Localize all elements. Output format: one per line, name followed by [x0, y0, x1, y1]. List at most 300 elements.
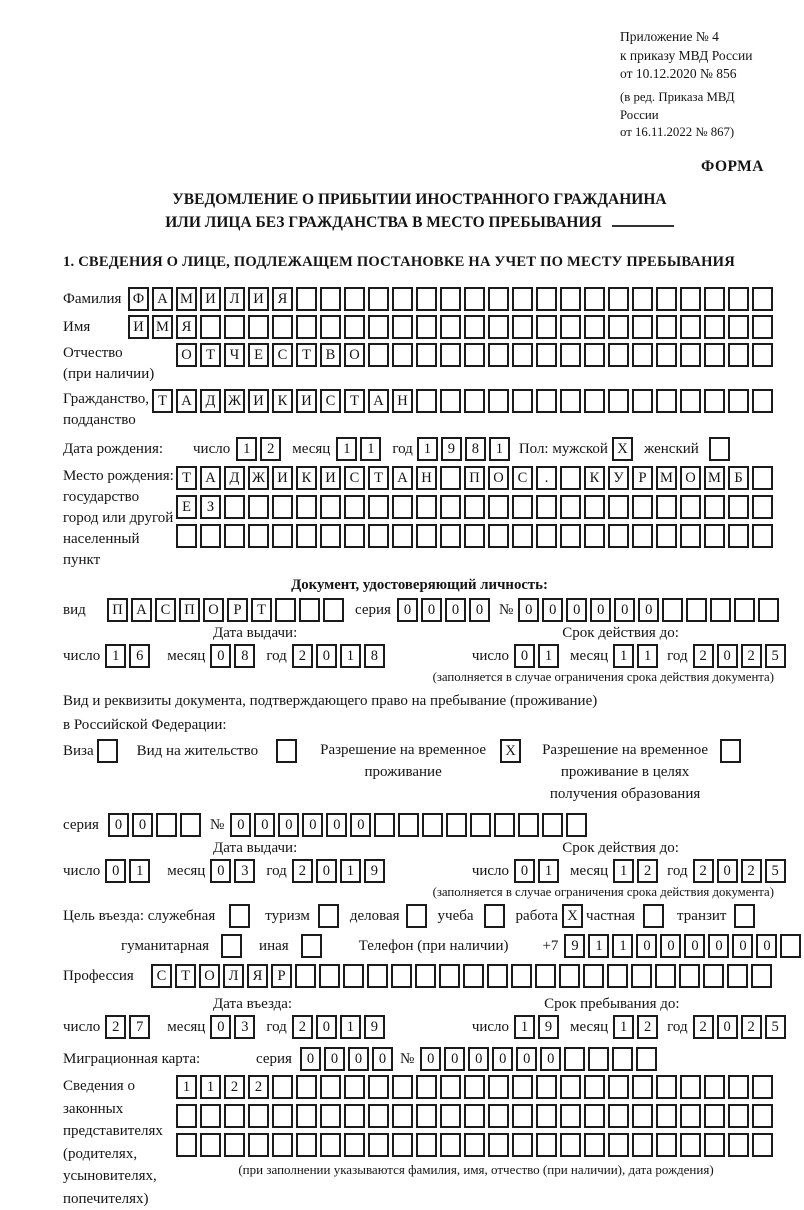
profession-char-box[interactable]: [343, 964, 364, 988]
birthplace-char-box[interactable]: [248, 495, 269, 519]
birthplace-char-box[interactable]: [488, 524, 509, 548]
reps-char-box[interactable]: [488, 1133, 509, 1157]
surname-char-box[interactable]: Ф: [128, 287, 149, 311]
citizenship-char-box[interactable]: [464, 389, 485, 413]
birthplace-char-box[interactable]: [560, 466, 581, 490]
migration-number-box[interactable]: 0: [516, 1047, 537, 1071]
birthplace-char-box[interactable]: [272, 524, 293, 548]
phone-digit-box[interactable]: 0: [660, 934, 681, 958]
profession-char-box[interactable]: [583, 964, 604, 988]
reps-char-box[interactable]: [464, 1075, 485, 1099]
profession-char-box[interactable]: [319, 964, 340, 988]
patronymic-char-box[interactable]: О: [176, 343, 197, 367]
profession-char-box[interactable]: Р: [271, 964, 292, 988]
stay-number-box[interactable]: 0: [326, 813, 347, 837]
reps-char-box[interactable]: [248, 1104, 269, 1128]
reps-char-box[interactable]: [584, 1133, 605, 1157]
firstname-char-box[interactable]: [512, 315, 533, 339]
stay-until-day-box[interactable]: 9: [538, 1015, 559, 1039]
reps-char-box[interactable]: [272, 1104, 293, 1128]
stay-expiry-month-box[interactable]: 1: [613, 859, 634, 883]
stay-issue-day-box[interactable]: 0: [105, 859, 126, 883]
stay-until-year-box[interactable]: 0: [717, 1015, 738, 1039]
reps-char-box[interactable]: [656, 1133, 677, 1157]
doc-number-box[interactable]: 0: [638, 598, 659, 622]
birthplace-char-box[interactable]: К: [296, 466, 317, 490]
doc-type-char-box[interactable]: П: [107, 598, 128, 622]
reps-char-box[interactable]: [560, 1075, 581, 1099]
birth-year-box[interactable]: 1: [417, 437, 438, 461]
birthplace-char-box[interactable]: К: [584, 466, 605, 490]
stay-expiry-month-box[interactable]: 2: [637, 859, 658, 883]
birthplace-char-box[interactable]: [536, 495, 557, 519]
profession-char-box[interactable]: [463, 964, 484, 988]
reps-char-box[interactable]: [392, 1133, 413, 1157]
reps-char-box[interactable]: [464, 1133, 485, 1157]
patronymic-char-box[interactable]: [392, 343, 413, 367]
birthplace-char-box[interactable]: [416, 524, 437, 548]
reps-char-box[interactable]: 1: [200, 1075, 221, 1099]
citizenship-char-box[interactable]: [752, 389, 773, 413]
patronymic-char-box[interactable]: [464, 343, 485, 367]
phone-digit-box[interactable]: 0: [756, 934, 777, 958]
firstname-char-box[interactable]: [536, 315, 557, 339]
reps-char-box[interactable]: [656, 1075, 677, 1099]
birthplace-char-box[interactable]: А: [392, 466, 413, 490]
reps-char-box[interactable]: [344, 1075, 365, 1099]
migration-number-box[interactable]: 0: [540, 1047, 561, 1071]
birthplace-char-box[interactable]: [536, 524, 557, 548]
reps-char-box[interactable]: [200, 1104, 221, 1128]
stay-until-year-box[interactable]: 2: [693, 1015, 714, 1039]
citizenship-char-box[interactable]: С: [320, 389, 341, 413]
issue-year-box[interactable]: 0: [316, 644, 337, 668]
reps-char-box[interactable]: [488, 1075, 509, 1099]
stay-number-box[interactable]: [398, 813, 419, 837]
profession-char-box[interactable]: Я: [247, 964, 268, 988]
birthplace-char-box[interactable]: П: [464, 466, 485, 490]
stay-issue-month-box[interactable]: 3: [234, 859, 255, 883]
birthplace-char-box[interactable]: О: [680, 466, 701, 490]
birthplace-char-box[interactable]: [584, 524, 605, 548]
reps-char-box[interactable]: [200, 1133, 221, 1157]
birthplace-char-box[interactable]: Т: [176, 466, 197, 490]
doc-type-char-box[interactable]: П: [179, 598, 200, 622]
migration-series-box[interactable]: 0: [348, 1047, 369, 1071]
female-checkbox[interactable]: [709, 437, 730, 461]
birthplace-char-box[interactable]: [464, 495, 485, 519]
patronymic-char-box[interactable]: Ч: [224, 343, 245, 367]
reps-char-box[interactable]: [224, 1133, 245, 1157]
stay-issue-month-box[interactable]: 0: [210, 859, 231, 883]
birthplace-char-box[interactable]: У: [608, 466, 629, 490]
birthplace-char-box[interactable]: [440, 495, 461, 519]
migration-number-box[interactable]: [612, 1047, 633, 1071]
reps-char-box[interactable]: [680, 1075, 701, 1099]
profession-char-box[interactable]: Т: [175, 964, 196, 988]
migration-number-box[interactable]: 0: [492, 1047, 513, 1071]
issue-year-box[interactable]: 1: [340, 644, 361, 668]
reps-char-box[interactable]: [728, 1104, 749, 1128]
citizenship-char-box[interactable]: Ж: [224, 389, 245, 413]
patronymic-char-box[interactable]: [632, 343, 653, 367]
visa-checkbox[interactable]: [97, 739, 118, 763]
entry-day-box[interactable]: 7: [129, 1015, 150, 1039]
reps-char-box[interactable]: [728, 1133, 749, 1157]
citizenship-char-box[interactable]: [416, 389, 437, 413]
patronymic-char-box[interactable]: В: [320, 343, 341, 367]
doc-number-box[interactable]: [710, 598, 731, 622]
reps-char-box[interactable]: [176, 1104, 197, 1128]
stay-number-box[interactable]: [374, 813, 395, 837]
entry-year-box[interactable]: 1: [340, 1015, 361, 1039]
patronymic-char-box[interactable]: Т: [200, 343, 221, 367]
stay-series-box[interactable]: 0: [132, 813, 153, 837]
reps-char-box[interactable]: [176, 1133, 197, 1157]
stay-number-box[interactable]: [518, 813, 539, 837]
male-checkbox[interactable]: X: [612, 437, 633, 461]
reps-char-box[interactable]: [704, 1104, 725, 1128]
firstname-char-box[interactable]: [320, 315, 341, 339]
birthplace-char-box[interactable]: Б: [728, 466, 749, 490]
birthplace-char-box[interactable]: [416, 495, 437, 519]
expiry-day-box[interactable]: 0: [514, 644, 535, 668]
purpose-work-checkbox[interactable]: X: [562, 904, 583, 928]
reps-char-box[interactable]: [680, 1104, 701, 1128]
birthplace-char-box[interactable]: [224, 495, 245, 519]
reps-char-box[interactable]: [584, 1075, 605, 1099]
phone-digit-box[interactable]: 1: [612, 934, 633, 958]
birthplace-char-box[interactable]: [560, 495, 581, 519]
birthplace-char-box[interactable]: [176, 524, 197, 548]
birthplace-char-box[interactable]: [368, 524, 389, 548]
citizenship-char-box[interactable]: И: [296, 389, 317, 413]
birthplace-char-box[interactable]: [584, 495, 605, 519]
firstname-char-box[interactable]: М: [152, 315, 173, 339]
purpose-other-checkbox[interactable]: [301, 934, 322, 958]
firstname-char-box[interactable]: [632, 315, 653, 339]
stay-expiry-year-box[interactable]: 0: [717, 859, 738, 883]
firstname-char-box[interactable]: [488, 315, 509, 339]
purpose-business-checkbox[interactable]: [406, 904, 427, 928]
profession-char-box[interactable]: [559, 964, 580, 988]
citizenship-char-box[interactable]: А: [176, 389, 197, 413]
profession-char-box[interactable]: [511, 964, 532, 988]
surname-char-box[interactable]: [296, 287, 317, 311]
reps-char-box[interactable]: [488, 1104, 509, 1128]
phone-digit-box[interactable]: 0: [708, 934, 729, 958]
purpose-study-checkbox[interactable]: [484, 904, 505, 928]
doc-type-char-box[interactable]: [299, 598, 320, 622]
entry-year-box[interactable]: 0: [316, 1015, 337, 1039]
reps-char-box[interactable]: [752, 1104, 773, 1128]
firstname-char-box[interactable]: [704, 315, 725, 339]
reps-char-box[interactable]: [296, 1104, 317, 1128]
reps-char-box[interactable]: [584, 1104, 605, 1128]
birth-year-box[interactable]: 9: [441, 437, 462, 461]
reps-char-box[interactable]: 2: [224, 1075, 245, 1099]
citizenship-char-box[interactable]: [632, 389, 653, 413]
doc-number-box[interactable]: [758, 598, 779, 622]
citizenship-char-box[interactable]: [440, 389, 461, 413]
birthplace-char-box[interactable]: [296, 495, 317, 519]
profession-char-box[interactable]: [415, 964, 436, 988]
surname-char-box[interactable]: [464, 287, 485, 311]
firstname-char-box[interactable]: [368, 315, 389, 339]
birthplace-char-box[interactable]: [656, 495, 677, 519]
reps-char-box[interactable]: [320, 1075, 341, 1099]
stay-number-box[interactable]: [446, 813, 467, 837]
migration-series-box[interactable]: 0: [372, 1047, 393, 1071]
doc-type-char-box[interactable]: [323, 598, 344, 622]
doc-series-box[interactable]: 0: [397, 598, 418, 622]
entry-month-box[interactable]: 0: [210, 1015, 231, 1039]
birthplace-char-box[interactable]: [344, 495, 365, 519]
firstname-char-box[interactable]: [248, 315, 269, 339]
doc-series-box[interactable]: 0: [421, 598, 442, 622]
reps-char-box[interactable]: [704, 1133, 725, 1157]
reps-char-box[interactable]: [752, 1075, 773, 1099]
birthplace-char-box[interactable]: Е: [176, 495, 197, 519]
temp-residence-checkbox[interactable]: X: [500, 739, 521, 763]
entry-month-box[interactable]: 3: [234, 1015, 255, 1039]
firstname-char-box[interactable]: И: [128, 315, 149, 339]
doc-number-box[interactable]: [734, 598, 755, 622]
birthplace-char-box[interactable]: Д: [224, 466, 245, 490]
citizenship-char-box[interactable]: И: [248, 389, 269, 413]
birthplace-char-box[interactable]: [440, 524, 461, 548]
reps-char-box[interactable]: [296, 1133, 317, 1157]
birthplace-char-box[interactable]: [320, 495, 341, 519]
stay-until-year-box[interactable]: 5: [765, 1015, 786, 1039]
firstname-char-box[interactable]: [440, 315, 461, 339]
birthplace-char-box[interactable]: [752, 466, 773, 490]
birthplace-char-box[interactable]: [728, 524, 749, 548]
reps-char-box[interactable]: [512, 1104, 533, 1128]
edu-residence-checkbox[interactable]: [720, 739, 741, 763]
birthplace-char-box[interactable]: [704, 524, 725, 548]
birthplace-char-box[interactable]: [632, 495, 653, 519]
firstname-char-box[interactable]: [224, 315, 245, 339]
reps-char-box[interactable]: [344, 1104, 365, 1128]
stay-until-year-box[interactable]: 2: [741, 1015, 762, 1039]
reps-char-box[interactable]: [704, 1075, 725, 1099]
entry-day-box[interactable]: 2: [105, 1015, 126, 1039]
stay-expiry-day-box[interactable]: 1: [538, 859, 559, 883]
surname-char-box[interactable]: [488, 287, 509, 311]
doc-type-char-box[interactable]: А: [131, 598, 152, 622]
citizenship-char-box[interactable]: Т: [152, 389, 173, 413]
reps-char-box[interactable]: [344, 1133, 365, 1157]
patronymic-char-box[interactable]: [536, 343, 557, 367]
phone-digit-box[interactable]: 0: [684, 934, 705, 958]
surname-char-box[interactable]: [728, 287, 749, 311]
phone-digit-box[interactable]: 0: [732, 934, 753, 958]
firstname-char-box[interactable]: [656, 315, 677, 339]
purpose-transit-checkbox[interactable]: [734, 904, 755, 928]
reps-char-box[interactable]: [320, 1133, 341, 1157]
stay-number-box[interactable]: 0: [254, 813, 275, 837]
doc-type-char-box[interactable]: [275, 598, 296, 622]
firstname-char-box[interactable]: Я: [176, 315, 197, 339]
reps-char-box[interactable]: 1: [176, 1075, 197, 1099]
citizenship-char-box[interactable]: [656, 389, 677, 413]
reps-char-box[interactable]: [680, 1133, 701, 1157]
doc-series-box[interactable]: 0: [445, 598, 466, 622]
stay-number-box[interactable]: 0: [230, 813, 251, 837]
stay-number-box[interactable]: [566, 813, 587, 837]
firstname-char-box[interactable]: [728, 315, 749, 339]
reps-char-box[interactable]: [440, 1133, 461, 1157]
phone-digit-box[interactable]: 0: [636, 934, 657, 958]
patronymic-char-box[interactable]: [512, 343, 533, 367]
doc-number-box[interactable]: [686, 598, 707, 622]
reps-char-box[interactable]: [536, 1104, 557, 1128]
profession-char-box[interactable]: [751, 964, 772, 988]
stay-number-box[interactable]: 0: [278, 813, 299, 837]
birthplace-char-box[interactable]: [608, 524, 629, 548]
firstname-char-box[interactable]: [416, 315, 437, 339]
reps-char-box[interactable]: [416, 1075, 437, 1099]
doc-type-char-box[interactable]: Р: [227, 598, 248, 622]
doc-type-char-box[interactable]: О: [203, 598, 224, 622]
citizenship-char-box[interactable]: [728, 389, 749, 413]
patronymic-char-box[interactable]: [704, 343, 725, 367]
surname-char-box[interactable]: [440, 287, 461, 311]
migration-number-box[interactable]: 0: [420, 1047, 441, 1071]
doc-number-box[interactable]: 0: [590, 598, 611, 622]
reps-char-box[interactable]: [224, 1104, 245, 1128]
stay-series-box[interactable]: [180, 813, 201, 837]
birthplace-char-box[interactable]: [728, 495, 749, 519]
birthplace-char-box[interactable]: З: [200, 495, 221, 519]
surname-char-box[interactable]: [632, 287, 653, 311]
purpose-humanitarian-checkbox[interactable]: [221, 934, 242, 958]
patronymic-char-box[interactable]: [368, 343, 389, 367]
citizenship-char-box[interactable]: Т: [344, 389, 365, 413]
doc-type-char-box[interactable]: Т: [251, 598, 272, 622]
patronymic-char-box[interactable]: О: [344, 343, 365, 367]
profession-char-box[interactable]: [295, 964, 316, 988]
stay-number-box[interactable]: [422, 813, 443, 837]
birthplace-char-box[interactable]: [344, 524, 365, 548]
reps-char-box[interactable]: [608, 1133, 629, 1157]
birthplace-char-box[interactable]: [704, 495, 725, 519]
patronymic-char-box[interactable]: [584, 343, 605, 367]
expiry-year-box[interactable]: 2: [741, 644, 762, 668]
birthplace-char-box[interactable]: [392, 524, 413, 548]
expiry-day-box[interactable]: 1: [538, 644, 559, 668]
surname-char-box[interactable]: [656, 287, 677, 311]
birthplace-char-box[interactable]: [680, 495, 701, 519]
patronymic-char-box[interactable]: [560, 343, 581, 367]
reps-char-box[interactable]: [440, 1104, 461, 1128]
stay-until-day-box[interactable]: 1: [514, 1015, 535, 1039]
birthplace-char-box[interactable]: Н: [416, 466, 437, 490]
entry-year-box[interactable]: 9: [364, 1015, 385, 1039]
profession-char-box[interactable]: Л: [223, 964, 244, 988]
reps-char-box[interactable]: [416, 1133, 437, 1157]
residence-permit-checkbox[interactable]: [276, 739, 297, 763]
firstname-char-box[interactable]: [296, 315, 317, 339]
birthplace-char-box[interactable]: [512, 495, 533, 519]
surname-char-box[interactable]: [680, 287, 701, 311]
birth-day-box[interactable]: 1: [236, 437, 257, 461]
reps-char-box[interactable]: [536, 1075, 557, 1099]
patronymic-char-box[interactable]: С: [272, 343, 293, 367]
reps-char-box[interactable]: [728, 1075, 749, 1099]
surname-char-box[interactable]: [512, 287, 533, 311]
citizenship-char-box[interactable]: Д: [200, 389, 221, 413]
reps-char-box[interactable]: [248, 1133, 269, 1157]
birthplace-char-box[interactable]: [752, 524, 773, 548]
firstname-char-box[interactable]: [560, 315, 581, 339]
profession-char-box[interactable]: [391, 964, 412, 988]
stay-number-box[interactable]: [470, 813, 491, 837]
firstname-char-box[interactable]: [272, 315, 293, 339]
reps-char-box[interactable]: [632, 1104, 653, 1128]
migration-number-box[interactable]: 0: [444, 1047, 465, 1071]
surname-char-box[interactable]: [608, 287, 629, 311]
profession-char-box[interactable]: [535, 964, 556, 988]
reps-char-box[interactable]: [296, 1075, 317, 1099]
reps-char-box[interactable]: [464, 1104, 485, 1128]
expiry-month-box[interactable]: 1: [637, 644, 658, 668]
reps-char-box[interactable]: [272, 1075, 293, 1099]
stay-series-box[interactable]: 0: [108, 813, 129, 837]
birthplace-char-box[interactable]: [296, 524, 317, 548]
issue-year-box[interactable]: 2: [292, 644, 313, 668]
birthplace-char-box[interactable]: [680, 524, 701, 548]
birthplace-char-box[interactable]: Т: [368, 466, 389, 490]
issue-day-box[interactable]: 1: [105, 644, 126, 668]
citizenship-char-box[interactable]: [512, 389, 533, 413]
birthplace-char-box[interactable]: [464, 524, 485, 548]
phone-digit-box[interactable]: 1: [588, 934, 609, 958]
profession-char-box[interactable]: [631, 964, 652, 988]
birthplace-char-box[interactable]: М: [704, 466, 725, 490]
stay-issue-year-box[interactable]: 9: [364, 859, 385, 883]
surname-char-box[interactable]: [584, 287, 605, 311]
doc-number-box[interactable]: 0: [614, 598, 635, 622]
profession-char-box[interactable]: [679, 964, 700, 988]
reps-char-box[interactable]: [512, 1133, 533, 1157]
birth-month-box[interactable]: 1: [336, 437, 357, 461]
birthplace-char-box[interactable]: [368, 495, 389, 519]
stay-issue-day-box[interactable]: 1: [129, 859, 150, 883]
firstname-char-box[interactable]: [464, 315, 485, 339]
birthplace-char-box[interactable]: Ж: [248, 466, 269, 490]
birth-year-box[interactable]: 1: [489, 437, 510, 461]
profession-char-box[interactable]: О: [199, 964, 220, 988]
migration-number-box[interactable]: [588, 1047, 609, 1071]
stay-issue-year-box[interactable]: 1: [340, 859, 361, 883]
birthplace-char-box[interactable]: [560, 524, 581, 548]
citizenship-char-box[interactable]: [704, 389, 725, 413]
issue-year-box[interactable]: 8: [364, 644, 385, 668]
purpose-official-checkbox[interactable]: [229, 904, 250, 928]
birthplace-char-box[interactable]: [248, 524, 269, 548]
profession-char-box[interactable]: [607, 964, 628, 988]
doc-number-box[interactable]: 0: [542, 598, 563, 622]
reps-char-box[interactable]: [608, 1075, 629, 1099]
birth-month-box[interactable]: 1: [360, 437, 381, 461]
surname-char-box[interactable]: М: [176, 287, 197, 311]
birthplace-char-box[interactable]: [656, 524, 677, 548]
citizenship-char-box[interactable]: А: [368, 389, 389, 413]
surname-char-box[interactable]: [536, 287, 557, 311]
birthplace-char-box[interactable]: [392, 495, 413, 519]
